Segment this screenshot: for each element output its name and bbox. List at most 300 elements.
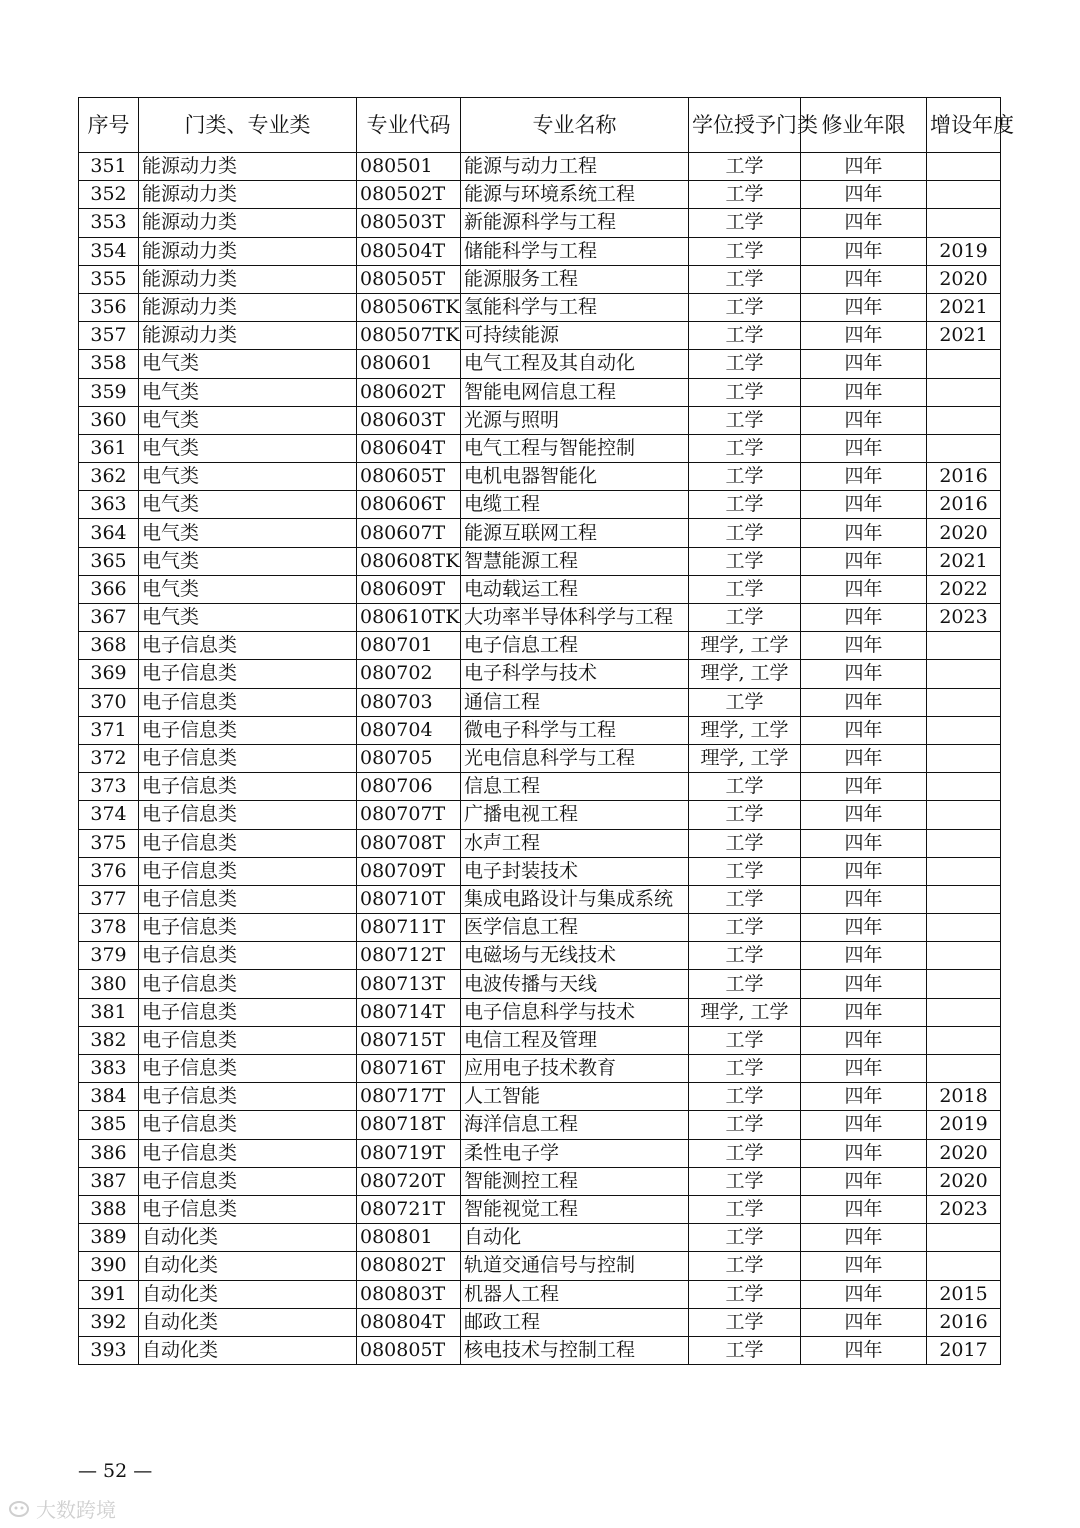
cell-added: 2017	[927, 1336, 1001, 1364]
cell-name: 集成电路设计与集成系统	[461, 885, 689, 913]
cell-name: 海洋信息工程	[461, 1111, 689, 1139]
table-row	[79, 1224, 1001, 1252]
cell-category: 电气类	[139, 350, 357, 378]
cell-name: 智能测控工程	[461, 1167, 689, 1195]
cell-degree: 理学, 工学	[689, 632, 801, 660]
table-row	[79, 1167, 1001, 1195]
header-name: 专业名称	[461, 98, 689, 153]
table-row	[79, 1252, 1001, 1280]
cell-code: 080716T	[357, 1055, 461, 1083]
cell-years: 四年	[801, 519, 927, 547]
cell-category: 自动化类	[139, 1224, 357, 1252]
header-degree: 学位授予门类	[689, 98, 801, 153]
cell-added	[927, 406, 1001, 434]
cell-code: 080719T	[357, 1139, 461, 1167]
cell-code: 080801	[357, 1224, 461, 1252]
cell-num: 371	[79, 716, 139, 744]
cell-category: 电子信息类	[139, 773, 357, 801]
cell-added: 2016	[927, 491, 1001, 519]
cell-category: 电气类	[139, 463, 357, 491]
cell-years: 四年	[801, 209, 927, 237]
cell-num: 353	[79, 209, 139, 237]
cell-num: 392	[79, 1308, 139, 1336]
cell-degree: 工学	[689, 773, 801, 801]
cell-degree: 工学	[689, 378, 801, 406]
cell-years: 四年	[801, 1336, 927, 1364]
cell-years: 四年	[801, 1083, 927, 1111]
cell-years: 四年	[801, 716, 927, 744]
cell-category: 电子信息类	[139, 632, 357, 660]
cell-years: 四年	[801, 237, 927, 265]
cell-num: 376	[79, 857, 139, 885]
cell-code: 080604T	[357, 434, 461, 462]
cell-years: 四年	[801, 1252, 927, 1280]
cell-years: 四年	[801, 660, 927, 688]
cell-code: 080712T	[357, 942, 461, 970]
cell-years: 四年	[801, 293, 927, 321]
table-row	[79, 209, 1001, 237]
cell-years: 四年	[801, 153, 927, 181]
cell-added	[927, 773, 1001, 801]
cell-category: 电气类	[139, 604, 357, 632]
cell-category: 电子信息类	[139, 1055, 357, 1083]
cell-num: 354	[79, 237, 139, 265]
cell-code: 080503T	[357, 209, 461, 237]
table-row	[79, 350, 1001, 378]
watermark-logo-icon	[8, 1500, 30, 1518]
table-row	[79, 293, 1001, 321]
cell-added: 2018	[927, 1083, 1001, 1111]
cell-code: 080715T	[357, 1026, 461, 1054]
cell-degree: 工学	[689, 1111, 801, 1139]
cell-num: 361	[79, 434, 139, 462]
cell-category: 电子信息类	[139, 1111, 357, 1139]
cell-code: 080707T	[357, 801, 461, 829]
cell-category: 电气类	[139, 378, 357, 406]
table-row	[79, 801, 1001, 829]
table-row	[79, 1139, 1001, 1167]
cell-name: 邮政工程	[461, 1308, 689, 1336]
cell-category: 电气类	[139, 547, 357, 575]
table-row	[79, 237, 1001, 265]
cell-num: 393	[79, 1336, 139, 1364]
cell-added: 2020	[927, 265, 1001, 293]
cell-degree: 工学	[689, 1308, 801, 1336]
cell-added	[927, 688, 1001, 716]
cell-degree: 工学	[689, 1139, 801, 1167]
table-row	[79, 857, 1001, 885]
cell-num: 358	[79, 350, 139, 378]
cell-years: 四年	[801, 970, 927, 998]
table-row	[79, 688, 1001, 716]
cell-name: 氢能科学与工程	[461, 293, 689, 321]
cell-name: 应用电子技术教育	[461, 1055, 689, 1083]
cell-degree: 工学	[689, 237, 801, 265]
cell-added	[927, 1252, 1001, 1280]
cell-years: 四年	[801, 434, 927, 462]
cell-degree: 理学, 工学	[689, 744, 801, 772]
cell-added: 2023	[927, 604, 1001, 632]
cell-name: 机器人工程	[461, 1280, 689, 1308]
cell-degree: 工学	[689, 942, 801, 970]
cell-code: 080504T	[357, 237, 461, 265]
cell-added: 2019	[927, 237, 1001, 265]
cell-years: 四年	[801, 575, 927, 603]
majors-table	[78, 97, 1014, 1365]
cell-code: 080703	[357, 688, 461, 716]
cell-added	[927, 914, 1001, 942]
cell-name: 新能源科学与工程	[461, 209, 689, 237]
cell-name: 电磁场与无线技术	[461, 942, 689, 970]
cell-name: 电缆工程	[461, 491, 689, 519]
cell-degree: 工学	[689, 688, 801, 716]
cell-degree: 工学	[689, 857, 801, 885]
cell-added	[927, 885, 1001, 913]
cell-years: 四年	[801, 547, 927, 575]
header-years: 修业年限	[801, 98, 927, 153]
cell-category: 自动化类	[139, 1252, 357, 1280]
cell-degree: 工学	[689, 1336, 801, 1364]
header-num: 序号	[79, 98, 139, 153]
cell-num: 384	[79, 1083, 139, 1111]
cell-category: 电气类	[139, 406, 357, 434]
table-row	[79, 716, 1001, 744]
cell-added	[927, 801, 1001, 829]
cell-years: 四年	[801, 406, 927, 434]
cell-years: 四年	[801, 463, 927, 491]
cell-num: 370	[79, 688, 139, 716]
cell-name: 光源与照明	[461, 406, 689, 434]
cell-num: 386	[79, 1139, 139, 1167]
cell-category: 自动化类	[139, 1308, 357, 1336]
cell-num: 366	[79, 575, 139, 603]
cell-code: 080709T	[357, 857, 461, 885]
cell-added: 2015	[927, 1280, 1001, 1308]
cell-added: 2020	[927, 1139, 1001, 1167]
cell-degree: 工学	[689, 1026, 801, 1054]
cell-code: 080702	[357, 660, 461, 688]
cell-code: 080609T	[357, 575, 461, 603]
cell-added	[927, 942, 1001, 970]
cell-code: 080505T	[357, 265, 461, 293]
cell-num: 357	[79, 322, 139, 350]
cell-added	[927, 378, 1001, 406]
cell-years: 四年	[801, 1139, 927, 1167]
cell-code: 080704	[357, 716, 461, 744]
cell-category: 电子信息类	[139, 970, 357, 998]
cell-name: 大功率半导体科学与工程	[461, 604, 689, 632]
cell-years: 四年	[801, 1308, 927, 1336]
table-row	[79, 829, 1001, 857]
cell-num: 355	[79, 265, 139, 293]
cell-code: 080717T	[357, 1083, 461, 1111]
table-row	[79, 1308, 1001, 1336]
cell-name: 电信工程及管理	[461, 1026, 689, 1054]
cell-num: 373	[79, 773, 139, 801]
cell-name: 电波传播与天线	[461, 970, 689, 998]
cell-num: 362	[79, 463, 139, 491]
cell-name: 电机电器智能化	[461, 463, 689, 491]
cell-name: 通信工程	[461, 688, 689, 716]
cell-code: 080506TK	[357, 293, 461, 321]
cell-category: 能源动力类	[139, 293, 357, 321]
cell-years: 四年	[801, 773, 927, 801]
cell-num: 381	[79, 998, 139, 1026]
majors-table-container	[78, 97, 1014, 1365]
cell-num: 385	[79, 1111, 139, 1139]
cell-name: 可持续能源	[461, 322, 689, 350]
cell-name: 人工智能	[461, 1083, 689, 1111]
cell-code: 080607T	[357, 519, 461, 547]
cell-name: 智能视觉工程	[461, 1195, 689, 1223]
cell-years: 四年	[801, 350, 927, 378]
cell-years: 四年	[801, 378, 927, 406]
table-row	[79, 744, 1001, 772]
cell-added: 2019	[927, 1111, 1001, 1139]
cell-years: 四年	[801, 1280, 927, 1308]
cell-num: 356	[79, 293, 139, 321]
cell-added: 2020	[927, 519, 1001, 547]
cell-category: 电子信息类	[139, 716, 357, 744]
cell-name: 水声工程	[461, 829, 689, 857]
cell-degree: 工学	[689, 1252, 801, 1280]
cell-code: 080603T	[357, 406, 461, 434]
cell-num: 379	[79, 942, 139, 970]
cell-category: 电子信息类	[139, 1026, 357, 1054]
cell-code: 080606T	[357, 491, 461, 519]
cell-name: 电子信息科学与技术	[461, 998, 689, 1026]
cell-num: 380	[79, 970, 139, 998]
cell-degree: 工学	[689, 491, 801, 519]
table-row	[79, 1083, 1001, 1111]
cell-num: 389	[79, 1224, 139, 1252]
cell-degree: 工学	[689, 604, 801, 632]
cell-code: 080802T	[357, 1252, 461, 1280]
cell-degree: 工学	[689, 293, 801, 321]
cell-num: 382	[79, 1026, 139, 1054]
cell-degree: 工学	[689, 519, 801, 547]
table-row	[79, 575, 1001, 603]
cell-name: 能源互联网工程	[461, 519, 689, 547]
cell-added	[927, 632, 1001, 660]
header-code: 专业代码	[357, 98, 461, 153]
cell-years: 四年	[801, 1026, 927, 1054]
cell-category: 电子信息类	[139, 942, 357, 970]
header-category: 门类、专业类	[139, 98, 357, 153]
cell-code: 080721T	[357, 1195, 461, 1223]
cell-name: 信息工程	[461, 773, 689, 801]
cell-code: 080805T	[357, 1336, 461, 1364]
cell-name: 电子信息工程	[461, 632, 689, 660]
table-row	[79, 322, 1001, 350]
cell-degree: 工学	[689, 1224, 801, 1252]
cell-name: 广播电视工程	[461, 801, 689, 829]
cell-num: 391	[79, 1280, 139, 1308]
cell-name: 电子封装技术	[461, 857, 689, 885]
cell-degree: 工学	[689, 265, 801, 293]
cell-degree: 工学	[689, 1083, 801, 1111]
cell-category: 电子信息类	[139, 660, 357, 688]
cell-code: 080714T	[357, 998, 461, 1026]
cell-category: 电子信息类	[139, 998, 357, 1026]
table-row	[79, 1195, 1001, 1223]
cell-code: 080601	[357, 350, 461, 378]
cell-degree: 工学	[689, 209, 801, 237]
cell-degree: 工学	[689, 885, 801, 913]
cell-category: 电子信息类	[139, 1139, 357, 1167]
cell-code: 080711T	[357, 914, 461, 942]
cell-years: 四年	[801, 604, 927, 632]
cell-category: 电子信息类	[139, 885, 357, 913]
cell-category: 能源动力类	[139, 322, 357, 350]
cell-code: 080605T	[357, 463, 461, 491]
cell-years: 四年	[801, 1224, 927, 1252]
cell-degree: 工学	[689, 350, 801, 378]
cell-code: 080501	[357, 153, 461, 181]
table-row	[79, 181, 1001, 209]
cell-added: 2020	[927, 1167, 1001, 1195]
cell-name: 能源与环境系统工程	[461, 181, 689, 209]
cell-degree: 工学	[689, 1280, 801, 1308]
cell-added	[927, 716, 1001, 744]
cell-code: 080713T	[357, 970, 461, 998]
cell-category: 电气类	[139, 491, 357, 519]
cell-category: 能源动力类	[139, 181, 357, 209]
cell-degree: 工学	[689, 914, 801, 942]
cell-years: 四年	[801, 1195, 927, 1223]
cell-num: 383	[79, 1055, 139, 1083]
cell-code: 080705	[357, 744, 461, 772]
cell-years: 四年	[801, 181, 927, 209]
cell-added	[927, 998, 1001, 1026]
cell-code: 080602T	[357, 378, 461, 406]
cell-num: 360	[79, 406, 139, 434]
cell-added	[927, 434, 1001, 462]
cell-num: 352	[79, 181, 139, 209]
cell-category: 电气类	[139, 434, 357, 462]
cell-category: 电子信息类	[139, 801, 357, 829]
cell-category: 电子信息类	[139, 1083, 357, 1111]
cell-years: 四年	[801, 265, 927, 293]
cell-added	[927, 209, 1001, 237]
cell-degree: 工学	[689, 829, 801, 857]
cell-code: 080804T	[357, 1308, 461, 1336]
cell-num: 387	[79, 1167, 139, 1195]
cell-added	[927, 1055, 1001, 1083]
cell-num: 363	[79, 491, 139, 519]
table-row	[79, 463, 1001, 491]
cell-degree: 工学	[689, 434, 801, 462]
cell-name: 智能电网信息工程	[461, 378, 689, 406]
header-added: 增设年度	[927, 98, 1001, 153]
cell-years: 四年	[801, 688, 927, 716]
table-body	[79, 153, 1001, 1365]
cell-num: 368	[79, 632, 139, 660]
table-row	[79, 1111, 1001, 1139]
cell-years: 四年	[801, 632, 927, 660]
cell-category: 电子信息类	[139, 744, 357, 772]
cell-num: 377	[79, 885, 139, 913]
cell-name: 电动载运工程	[461, 575, 689, 603]
cell-years: 四年	[801, 1055, 927, 1083]
cell-num: 375	[79, 829, 139, 857]
cell-code: 080608TK	[357, 547, 461, 575]
table-header-row	[79, 98, 1001, 153]
cell-degree: 工学	[689, 575, 801, 603]
cell-num: 390	[79, 1252, 139, 1280]
cell-code: 080803T	[357, 1280, 461, 1308]
table-row	[79, 773, 1001, 801]
cell-degree: 工学	[689, 970, 801, 998]
cell-added: 2021	[927, 322, 1001, 350]
table-row	[79, 604, 1001, 632]
cell-degree: 工学	[689, 322, 801, 350]
cell-name: 核电技术与控制工程	[461, 1336, 689, 1364]
cell-num: 359	[79, 378, 139, 406]
cell-years: 四年	[801, 885, 927, 913]
table-row	[79, 1026, 1001, 1054]
cell-added	[927, 181, 1001, 209]
cell-name: 电子科学与技术	[461, 660, 689, 688]
cell-code: 080718T	[357, 1111, 461, 1139]
cell-degree: 工学	[689, 463, 801, 491]
cell-code: 080710T	[357, 885, 461, 913]
cell-name: 能源与动力工程	[461, 153, 689, 181]
table-row	[79, 970, 1001, 998]
cell-name: 电气工程与智能控制	[461, 434, 689, 462]
cell-code: 080701	[357, 632, 461, 660]
cell-added	[927, 1224, 1001, 1252]
cell-code: 080720T	[357, 1167, 461, 1195]
cell-years: 四年	[801, 829, 927, 857]
table-row	[79, 519, 1001, 547]
cell-added	[927, 153, 1001, 181]
cell-years: 四年	[801, 914, 927, 942]
cell-name: 智慧能源工程	[461, 547, 689, 575]
cell-years: 四年	[801, 857, 927, 885]
cell-num: 388	[79, 1195, 139, 1223]
cell-degree: 工学	[689, 1055, 801, 1083]
cell-degree: 工学	[689, 801, 801, 829]
cell-name: 储能科学与工程	[461, 237, 689, 265]
cell-num: 374	[79, 801, 139, 829]
cell-degree: 理学, 工学	[689, 716, 801, 744]
table-row	[79, 378, 1001, 406]
cell-added: 2016	[927, 463, 1001, 491]
cell-added	[927, 970, 1001, 998]
cell-years: 四年	[801, 322, 927, 350]
cell-category: 能源动力类	[139, 209, 357, 237]
cell-degree: 工学	[689, 1167, 801, 1195]
cell-category: 自动化类	[139, 1336, 357, 1364]
table-row	[79, 406, 1001, 434]
page-number: — 52 —	[78, 1460, 153, 1482]
cell-category: 电子信息类	[139, 1195, 357, 1223]
cell-category: 电子信息类	[139, 688, 357, 716]
cell-years: 四年	[801, 1111, 927, 1139]
cell-name: 柔性电子学	[461, 1139, 689, 1167]
cell-num: 372	[79, 744, 139, 772]
cell-years: 四年	[801, 998, 927, 1026]
cell-num: 369	[79, 660, 139, 688]
cell-degree: 工学	[689, 406, 801, 434]
cell-category: 电子信息类	[139, 914, 357, 942]
cell-added	[927, 660, 1001, 688]
cell-category: 电子信息类	[139, 829, 357, 857]
cell-years: 四年	[801, 744, 927, 772]
cell-added	[927, 350, 1001, 378]
table-row	[79, 491, 1001, 519]
